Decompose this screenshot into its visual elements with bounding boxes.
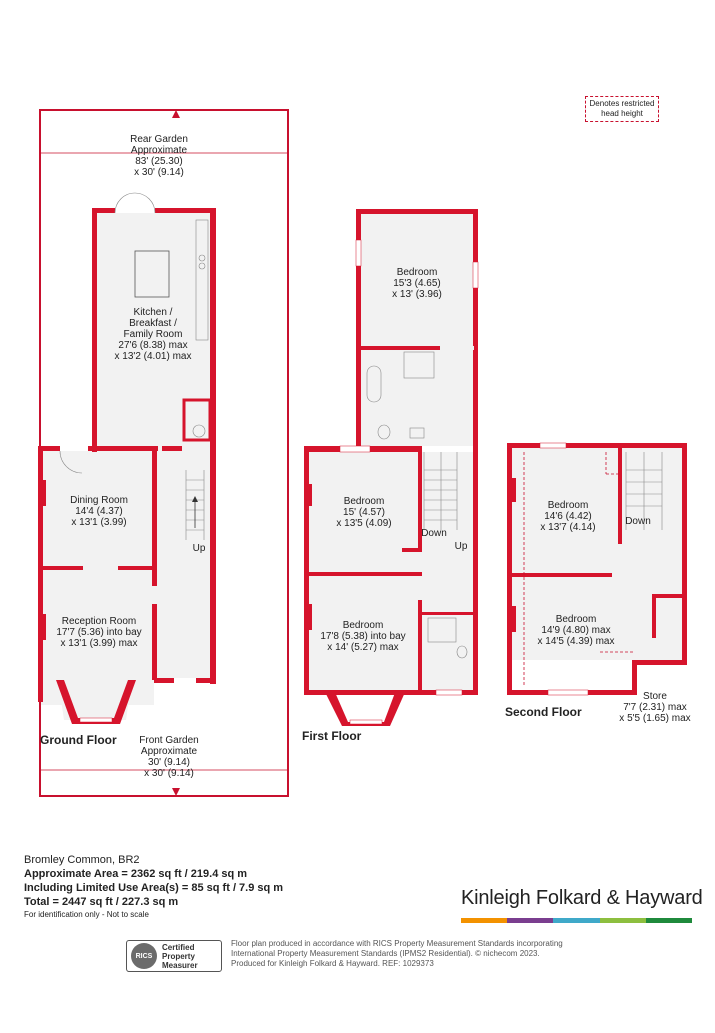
- second-floor-title: Second Floor: [505, 705, 582, 719]
- approximate-area-text: Approximate Area = 2362 sq ft / 219.4 sq m: [24, 868, 248, 880]
- brand-bar: [553, 918, 599, 923]
- first-floor-title: First Floor: [302, 729, 362, 743]
- arrow-top: [172, 110, 180, 118]
- second-floor-bedroom-rear-label: Bedroom 14'6 (4.42) x 13'7 (4.14): [540, 500, 596, 533]
- first-floor-stairs-down-label: Down: [421, 528, 447, 539]
- brand-bar: [461, 918, 507, 923]
- first-floor-bedroom-rear-label: Bedroom 15'3 (4.65) x 13' (3.96): [392, 267, 442, 300]
- area-summary: [24, 853, 283, 921]
- rics-badge-text: Certified Property Measurer: [162, 942, 198, 970]
- legend-line: Denotes restricted: [589, 99, 655, 108]
- agent-brand-name: Kinleigh Folkard & Hayward: [461, 887, 703, 909]
- identification-note: For identification only - Not to scale: [24, 910, 149, 919]
- ground-floor-title: Ground Floor: [40, 733, 117, 747]
- legend-line: head height: [601, 109, 643, 118]
- first-floor-stairs-up-label: Up: [454, 541, 468, 552]
- restricted-head-height-legend: [585, 96, 659, 122]
- rics-logo-icon: RICS: [131, 943, 157, 969]
- reception-room-label: Reception Room 17'7 (5.36) into bay x 13'1 (3.99) max: [56, 616, 142, 649]
- rics-certified-badge: [126, 940, 222, 972]
- brand-bar: [646, 918, 692, 923]
- first-floor-bedroom-middle-label: Bedroom 15' (4.57) x 13'5 (4.09): [336, 496, 392, 529]
- location-text: Bromley Common, BR2: [24, 854, 140, 866]
- store-label: Store 7'7 (2.31) max x 5'5 (1.65) max: [619, 691, 691, 724]
- footer-disclaimer: Floor plan produced in accordance with RICS Property Measurement Standards incorporating International Property Measurement Standards (IPMS2 Residential). © nichecom 2023. Produced for Kinleigh Folkard & Hayward. REF: 1029373: [231, 939, 563, 968]
- dining-room-label: Dining Room 14'4 (4.37) x 13'1 (3.99): [70, 495, 128, 528]
- stairs-up-label: Up: [192, 543, 206, 554]
- brand-bar: [600, 918, 646, 923]
- front-garden-label: Front Garden Approximate 30' (9.14) x 30' (9.14): [139, 735, 199, 779]
- first-floor-bedroom-front-label: Bedroom 17'8 (5.38) into bay x 14' (5.27) max: [320, 620, 406, 653]
- brand-bar: [507, 918, 553, 923]
- arrow-bottom: [172, 788, 180, 796]
- brand-color-bars: [461, 918, 692, 923]
- limited-use-area-text: Including Limited Use Area(s) = 85 sq ft / 7.9 sq m: [24, 882, 284, 894]
- second-floor-stairs-down-label: Down: [625, 516, 651, 527]
- second-floor-plan: [507, 443, 687, 695]
- rear-garden-label: Rear Garden Approximate 83' (25.30) x 30' (9.14): [130, 134, 188, 178]
- kitchen-label: Kitchen / Breakfast / Family Room 27'6 (8.38) max x 13'2 (4.01) max: [114, 307, 192, 362]
- total-area-text: Total = 2447 sq ft / 227.3 sq m: [24, 896, 179, 908]
- second-floor-bedroom-front-label: Bedroom 14'9 (4.80) max x 14'5 (4.39) max: [537, 614, 615, 647]
